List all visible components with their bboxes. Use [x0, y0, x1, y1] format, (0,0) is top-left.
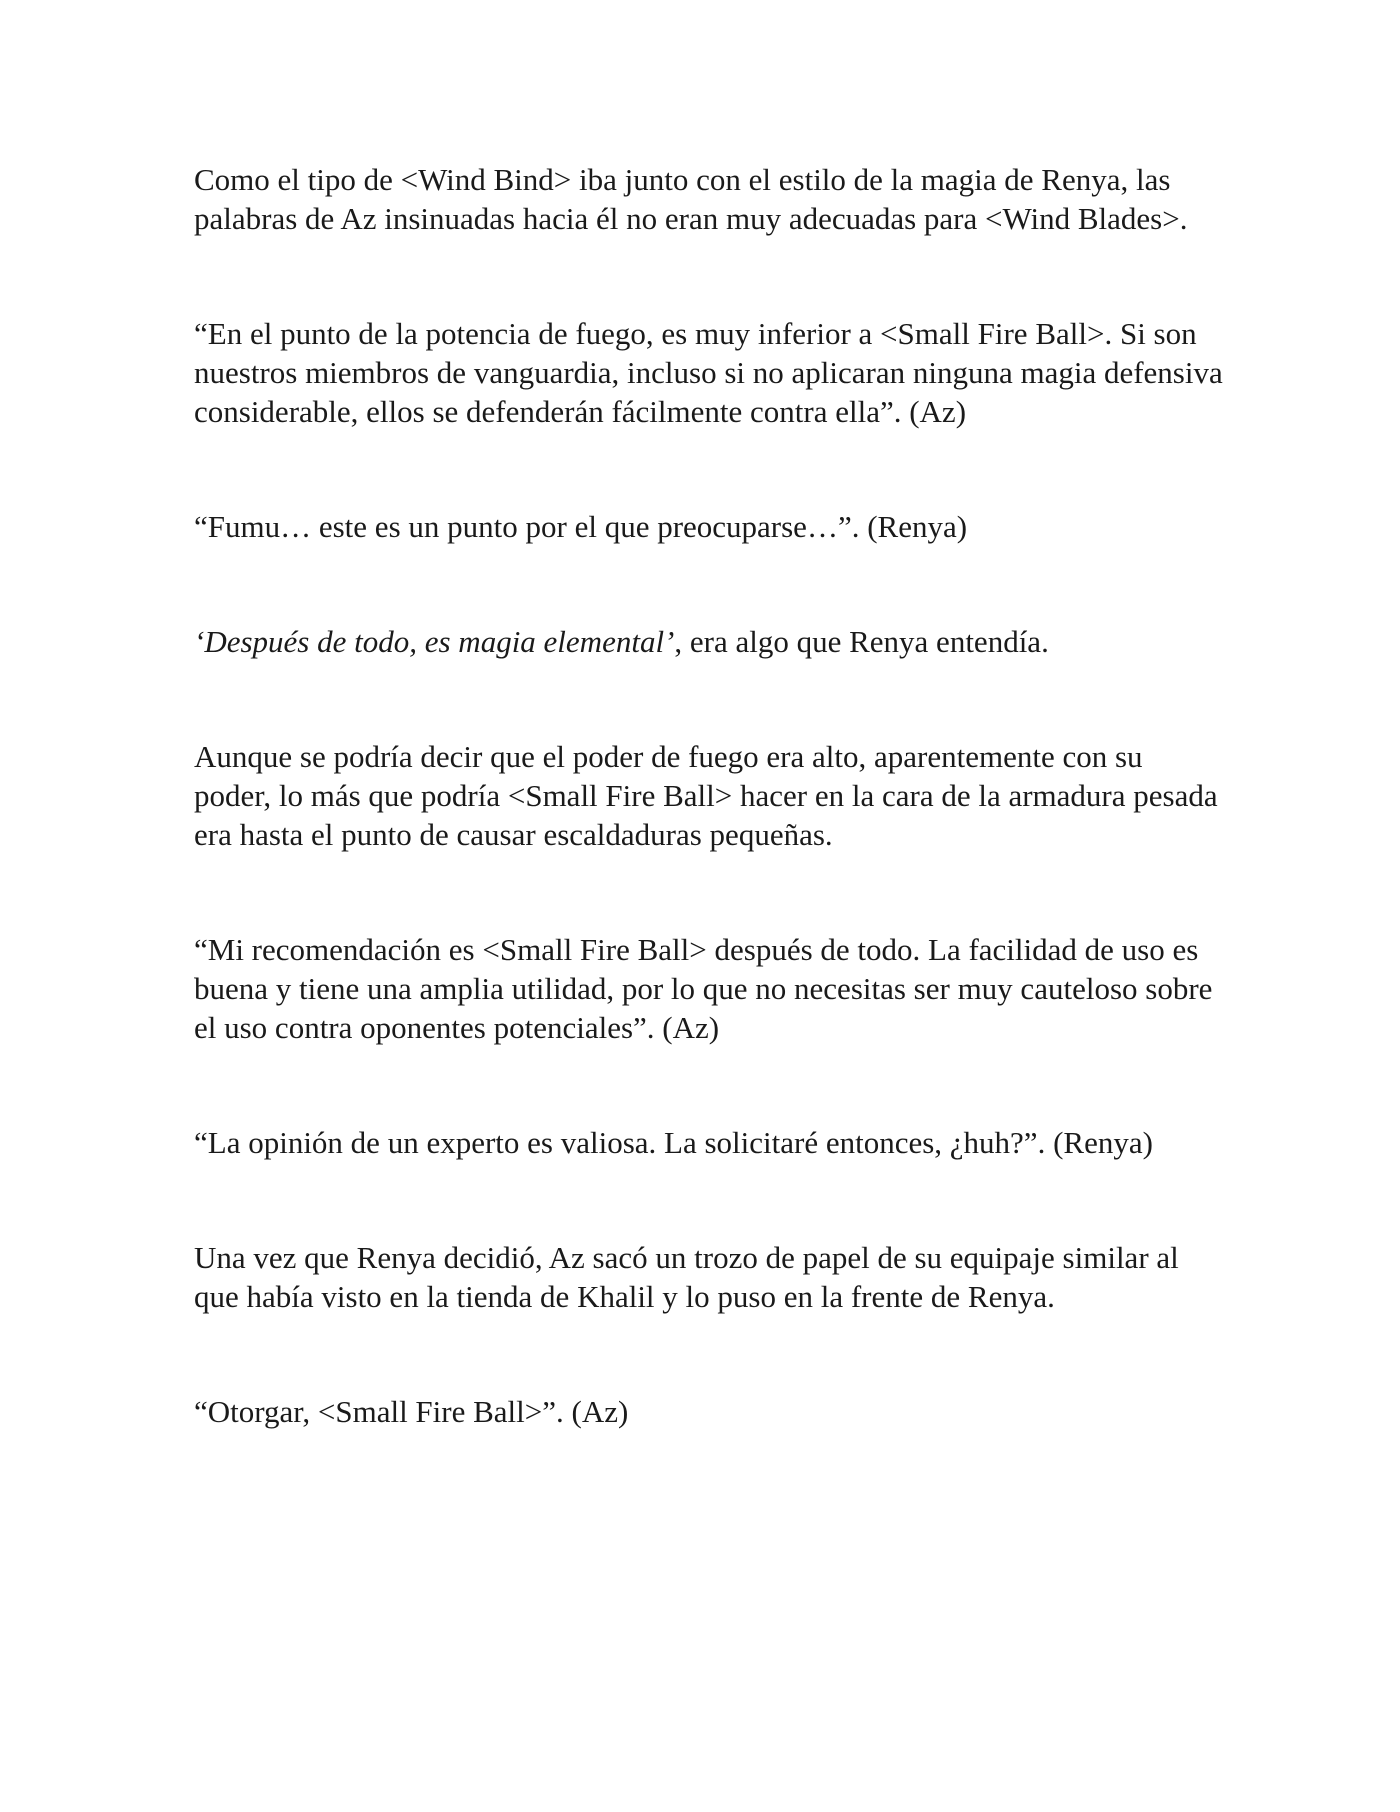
- paragraph-1: Como el tipo de <Wind Bind> iba junto con el estilo de la magia de Renya, las palabras de Az insinuadas hacia él no eran muy adecuadas para <Wind Blades>.: [194, 162, 1188, 236]
- paragraph-5: Aunque se podría decir que el poder de fuego era alto, aparentemente con su poder, lo más que podría <Small Fire Ball> hacer en la cara de la armadura pesada era hasta el punto de causar escaldaduras pequeñas.: [194, 739, 1218, 852]
- paragraph-7: “La opinión de un experto es valiosa. La solicitaré entonces, ¿huh?”. (Renya): [194, 1125, 1153, 1160]
- paragraph-4-italic-phrase: ‘Después de todo, es magia elemental’: [194, 624, 675, 659]
- paragraph-4: [194, 622, 1224, 661]
- paragraph-2: “En el punto de la potencia de fuego, es muy inferior a <Small Fire Ball>. Si son nuestros miembros de vanguardia, incluso si no aplicaran ninguna magia defensiva considerable, ellos se defenderán fácilmente contra ella”. (Az): [194, 316, 1223, 429]
- document-body: [194, 160, 1224, 1431]
- paragraph-6: “Mi recomendación es <Small Fire Ball> después de todo. La facilidad de uso es buena y tiene una amplia utilidad, por lo que no necesitas ser muy cauteloso sobre el uso contra oponentes potenciales”. (Az): [194, 932, 1213, 1045]
- paragraph-4-text: , era algo que Renya entendía.: [674, 624, 1049, 659]
- paragraph-9: “Otorgar, <Small Fire Ball>”. (Az): [194, 1394, 629, 1429]
- paragraph-3: “Fumu… este es un punto por el que preocuparse…”. (Renya): [194, 509, 968, 544]
- paragraph-8: Una vez que Renya decidió, Az sacó un trozo de papel de su equipaje similar al que había visto en la tienda de Khalil y lo puso en la frente de Renya.: [194, 1240, 1179, 1314]
